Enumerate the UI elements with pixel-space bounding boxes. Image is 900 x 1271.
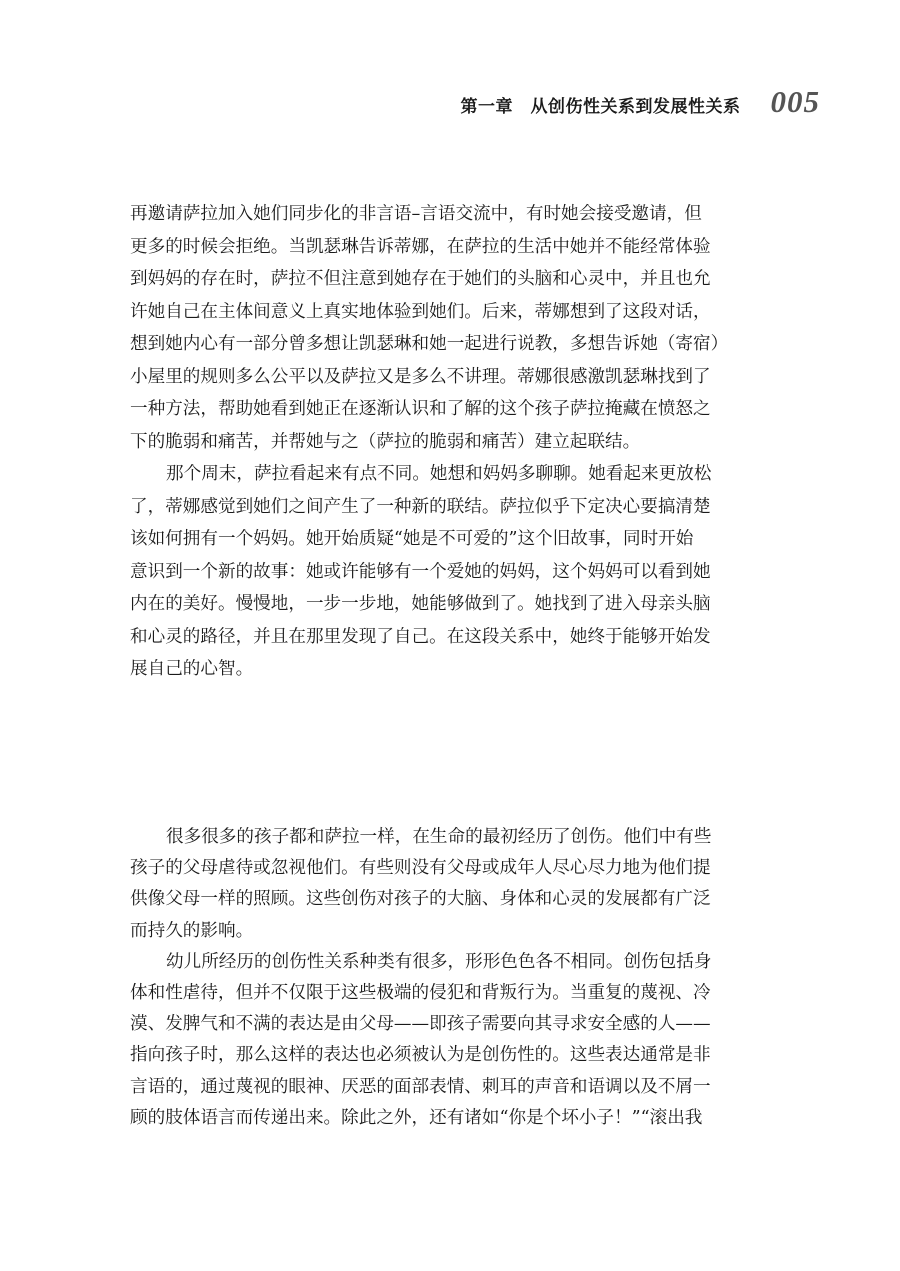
text-line: 幼儿所经历的创伤性关系种类有很多，形形色色各不相同。创伤包括身 — [166, 951, 712, 972]
text-line: 到妈妈的存在时，萨拉不但注意到她存在于她们的头脑和心灵中，并且也允 — [130, 269, 711, 289]
text-line: 言语的，通过蔑视的眼神、厌恶的面部表情、刺耳的声音和语调以及不屑一 — [130, 1076, 711, 1097]
text-line: 更多的时候会拒绝。当凯瑟琳告诉蒂娜，在萨拉的生活中她并不能经常体验 — [130, 236, 711, 257]
text-line: 再邀请萨拉加入她们同步化的非言语–言语交流中，有时她会接受邀请，但 — [130, 204, 702, 224]
paragraph — [130, 947, 775, 1134]
text-line: 展自己的心智。 — [130, 659, 254, 679]
paragraph — [130, 458, 775, 686]
text-line: 内在的美好。慢慢地，一步一步地，她能够做到了。她找到了进入母亲头脑 — [130, 594, 711, 614]
page-number: 005 — [770, 84, 820, 119]
body-section-lower — [130, 822, 775, 1134]
text-line: 想到她内心有一部分曾多想让凯瑟琳和她一起进行说教，多想告诉她（寄宿） — [130, 334, 729, 354]
text-line: 顾的肢体语言而传递出来。除此之外，还有诸如“你是个坏小子！”“滚出我 — [130, 1107, 703, 1128]
text-line: 指向孩子时，那么这样的表达也必须被认为是创伤性的。这些表达通常是非 — [130, 1045, 711, 1066]
text-line: 该如何拥有一个妈妈。她开始质疑“她是不可爱的”这个旧故事，同时开始 — [130, 529, 694, 549]
text-line: 孩子的父母虐待或忽视他们。有些则没有父母或成年人尽心尽力地为他们提 — [130, 858, 711, 879]
text-line: 体和性虐待，但并不仅限于这些极端的侵犯和背叛行为。当重复的蔑视、冷 — [130, 982, 711, 1003]
paragraph — [130, 822, 775, 947]
text-line: 许她自己在主体间意义上真实地体验到她们。后来，蒂娜想到了这段对话， — [130, 301, 711, 322]
text-line: 意识到一个新的故事：她或许能够有一个爱她的妈妈，这个妈妈可以看到她 — [130, 561, 711, 582]
text-line: 和心灵的路径，并且在那里发现了自己。在这段关系中，她终于能够开始发 — [130, 626, 711, 647]
paragraph — [130, 198, 775, 458]
text-line: 漠、发脾气和不满的表达是由父母——即孩子需要向其寻求安全感的人—— — [130, 1014, 711, 1035]
text-line: 了，蒂娜感觉到她们之间产生了一种新的联结。萨拉似乎下定决心要搞清楚 — [130, 496, 711, 517]
text-line: 很多很多的孩子都和萨拉一样，在生命的最初经历了创伤。他们中有些 — [166, 827, 712, 847]
text-line: 一种方法，帮助她看到她正在逐渐认识和了解的这个孩子萨拉掩藏在愤怒之 — [130, 399, 711, 419]
text-line: 而持久的影响。 — [130, 920, 254, 941]
body-section-upper — [130, 198, 775, 686]
text-line: 供像父母一样的照顾。这些创伤对孩子的大脑、身体和心灵的发展都有广泛 — [130, 889, 711, 910]
text-line: 小屋里的规则多么公平以及萨拉又是多么不讲理。蒂娜很感激凯瑟琳找到了 — [130, 366, 711, 387]
chapter-title: 第一章 从创伤性关系到发展性关系 — [460, 97, 741, 117]
running-header — [461, 84, 821, 124]
text-line: 那个周末，萨拉看起来有点不同。她想和妈妈多聊聊。她看起来更放松 — [166, 464, 712, 484]
text-line: 下的脆弱和痛苦，并帮她与之（萨拉的脆弱和痛苦）建立起联结。 — [130, 431, 641, 452]
